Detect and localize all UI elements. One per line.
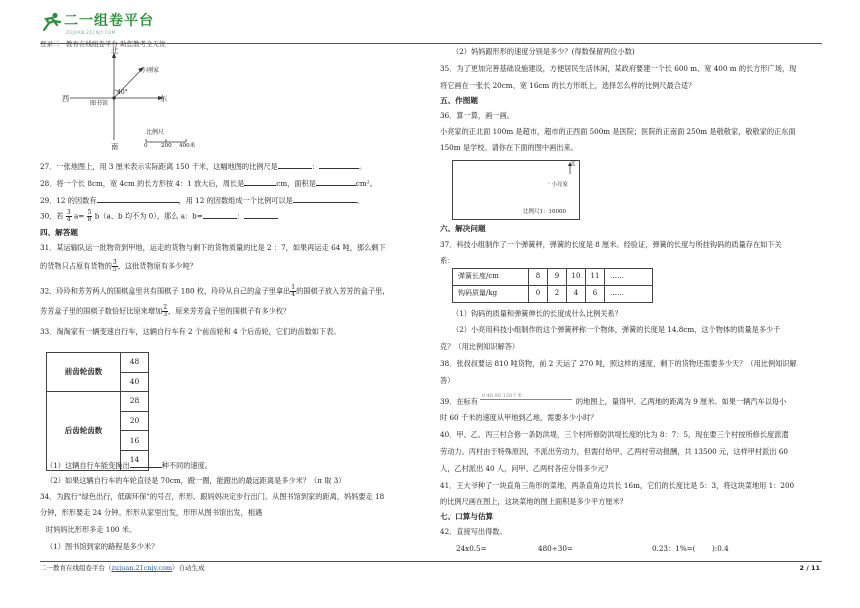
section-7-heading: 七、口算与估算 (440, 512, 494, 521)
question-34-part1: （1）图书馆到家的路程是多少米？ (46, 542, 159, 551)
section-5-heading: 五、作图题 (440, 96, 478, 105)
question-33-part2: （2）如果这辆自行车的车轮直径是 70cm，蹬一圈，能蹬出的最远距离是多少米？（π 取 3） (46, 476, 346, 485)
map-home-label: 小刚家 (141, 67, 160, 74)
map-scale-tick-0: 0 (144, 143, 148, 149)
question-41-line1: 41．王大爷种了一块直角三角形的菜地，两条直角边共长 16m，它们的长度比是 5：3，将这块菜地用 1：200 (440, 481, 795, 490)
spring-mass-cell: 4 (567, 286, 586, 303)
question-31-line2: 的货物只占原有货物的 $\frac{3}{5}$ ，这批货物原有多少吨？ (40, 259, 197, 273)
question-37-part2: （2）小亮用科技小组制作的这个弹簧秤称一个物体，弹簧的长度是 14.8cm，这个物体的质量是多少千 (452, 325, 781, 334)
question-40-line3: 人，乙村派出 40 人，问甲、乙两村各应分得多少元？ (440, 464, 612, 473)
question-29: 29．12 的因数有 ，用 12 的因数组成一个比例可以是 。 (40, 196, 365, 205)
front-gear-value: 48 (121, 353, 149, 373)
question-40-line2: 劳动力。丙村由于特殊原因，不派出劳动力，但需付给甲、乙两村劳动报酬，共 13500 元，这样甲村派出 60 (440, 447, 788, 456)
site-header (40, 10, 820, 48)
front-gear-value: 40 (121, 372, 149, 392)
question-34-line3: 时妈妈比形形多走 100 米。 (46, 525, 137, 534)
question-34-part2: （2）妈妈跟形形的速度分别是多少？(得数保留两位小数) (452, 47, 635, 56)
map-scale-title: 比例尺 (146, 129, 165, 136)
question-42: 42．直接写出得数。 (440, 527, 507, 536)
question-39-line2: 时 60 千米的速度从甲地到乙地，需要多少小时？ (440, 413, 598, 422)
question-33-part1: （1）这辆自行车能变换出 种不同的速度。 (46, 461, 212, 470)
question-33: 33．淘淘家有一辆变速自行车，这辆自行车有 2 个前齿轮和 4 个后齿轮，它们的齿数如下表。 (40, 327, 341, 336)
spring-mass-header: 钩码质量/kg (453, 286, 529, 303)
logo-title: 二一组卷平台 (64, 13, 154, 29)
section-6-heading: 六、解决问题 (440, 224, 486, 233)
spring-table (452, 268, 653, 303)
spring-length-cell: 9 (548, 269, 567, 286)
rear-gear-value: 20 (121, 411, 149, 431)
question-35-line2: 将它画在一张长 20cm、宽 16cm 的长方形纸上，选择怎么样的比例尺最合适？ (440, 81, 696, 90)
map-east-label: 东 (160, 94, 168, 103)
question-41-line2: 的比例尺画在图上，这块菜地的图上面积是多少平方厘米？ (440, 497, 627, 506)
question-36: 36．算一算，画一画。 (440, 111, 514, 120)
spring-length-cell: 10 (567, 269, 586, 286)
spring-mass-cell: 0 (529, 286, 548, 303)
question-34-line1: 34．为践行“绿色出行，低碳环保”的号召，形形、跟妈妈决定步行出门。从图书馆到家的距离，妈妈要走 18 (40, 492, 385, 501)
question-31-line1: 31．某运输队运一批物资到甲地，运走的货物与剩下的货物质量的比是 2 ：7，如果再运走 64 吨，那么剩下 (40, 243, 386, 252)
spring-mass-cell: 2 (548, 286, 567, 303)
calc-item: 0.23：1%=( (652, 544, 696, 553)
spring-length-cell: …… (605, 269, 653, 286)
question-37-part2-cont: 克？（用比例知识解答） (440, 342, 520, 351)
library-point (112, 96, 115, 99)
section-4-heading: 四、解答题 (40, 228, 78, 237)
gear-table (46, 352, 149, 471)
question-32-line1: 32．玲玲和芳芳两人的围棋盒里共有围棋子 180 枚，玲玲从自己的盒子里拿出 $\frac{1}{4}$ 的围棋子放入芳芳的盒子里， (40, 284, 390, 298)
q39-scale-bar: 0 40 80 120千米 (478, 396, 576, 404)
box-north-label: 北 (570, 161, 576, 167)
question-37-line2: 系： (440, 256, 455, 265)
question-39-line1: 39．在标有 0 40 80 120千米 的地图上，量得甲、乙两地的距离为 9 厘米。如果一辆汽车以每小 (440, 393, 787, 406)
footer-rule (40, 561, 822, 562)
question-37-line1: 37．科技小组制作了一个弹簧秤，弹簧的长度是 8 厘米。经验证，弹簧的长度与所挂钩码的质量存在如下关 (440, 240, 782, 249)
page-number: 2 / 11 (799, 564, 820, 572)
map-angle-label: 40° (117, 89, 128, 96)
spring-length-header: 弹簧长度/cm (453, 269, 529, 286)
rear-gear-label: 后齿轮齿数 (47, 392, 121, 470)
question-38-line1: 38．张叔叔要运 810 吨货物，前 2 天运了 270 吨，照这样的速度，剩下的货物还需要多少天？（用比例知识解 (440, 359, 797, 368)
map-library-label: 图书馆 (90, 100, 109, 107)
map-scale-tick-400: 400米 (179, 143, 196, 149)
header-tagline: 登录二一教育在线组卷平台 助您教考全无忧 (40, 40, 166, 48)
question-27: 27．一张地图上，用 3 厘米表示实际距离 150 千米，这幅地图的比例尺是 ： 。 (40, 162, 367, 171)
map-north-label: 北 (111, 46, 119, 55)
question-38-line2: 答） (440, 376, 455, 385)
spring-length-cell: 11 (586, 269, 605, 286)
footer-source: 二一教育在线组卷平台（zujuan.21cnjy.com）自动生成 (40, 564, 205, 572)
question-30: 30．若 $\frac{3}{4}$ a= $\frac{5}{8}$ b（a、b 均不为 0），那么 a：b= ： (40, 210, 278, 223)
rear-gear-value: 14 (121, 450, 149, 470)
rear-gear-value: 16 (121, 431, 149, 451)
calc-item: 480÷30= (538, 544, 573, 553)
question-34-line2: 分钟，形形要走 24 分钟。形形从家里出发，形形从图书馆出发，相遇 (40, 508, 263, 517)
map-south-label: 南 (111, 142, 119, 151)
spring-mass-cell: …… (605, 286, 653, 303)
map-west-label: 西 (62, 94, 70, 103)
calc-item: 24x0.5= (456, 544, 487, 553)
footer-link[interactable]: zujuan.21cnjy.com (111, 564, 173, 572)
map-scale-tick-200: 200 (161, 143, 172, 149)
front-gear-label: 前齿轮齿数 (47, 353, 121, 392)
question-32-line2: 芳芳盒子里的围棋子数恰好比原来增加 $\frac{2}{3}$ ，原来芳芳盒子里的围棋子有多少枚？ (40, 304, 291, 318)
logo-runner-icon (40, 12, 62, 32)
question-36-line2: 150m 是学校。请你在下面的图中画出来。 (440, 143, 578, 152)
rear-gear-value: 28 (121, 392, 149, 412)
question-28: 28．将一个长 8cm，宽 4cm 的长方形按 4：1 放大后，周长是 cm，面积是 cm²。 (40, 179, 377, 188)
calc-item: ):0.4 (712, 544, 729, 553)
question-40-line1: 40．甲、乙、丙三村合修一条防洪堤，三个村所修防洪堤长度的比为 8：7：5，现在要三个村按所修长度派遣 (440, 430, 789, 439)
logo-subtitle: ZUJUAN.21CNJY.COM (66, 30, 116, 35)
spring-mass-cell: 6 (586, 286, 605, 303)
spring-length-cell: 8 (529, 269, 548, 286)
map-diagram (52, 44, 202, 152)
box-scale-label: 比例尺1：10000 (523, 209, 566, 215)
question-37-part1: （1）钩码的质量和弹簧伸长的长度成什么比例关系？ (452, 309, 622, 318)
question-36-line1: 小亮家的正北面 100m 是超市，超市的正西面 500m 是医院；医院的正南面 250m 是敬敬家，敬敬家的正东面 (440, 127, 796, 136)
question-35-line1: 35．为了更加完善基础设施建设，方便居民生活休闲，某政府要建一个长 600 m、宽 400 m 的长方形广场，现 (440, 64, 797, 73)
box-home-label: · 小亮家 (548, 182, 568, 188)
